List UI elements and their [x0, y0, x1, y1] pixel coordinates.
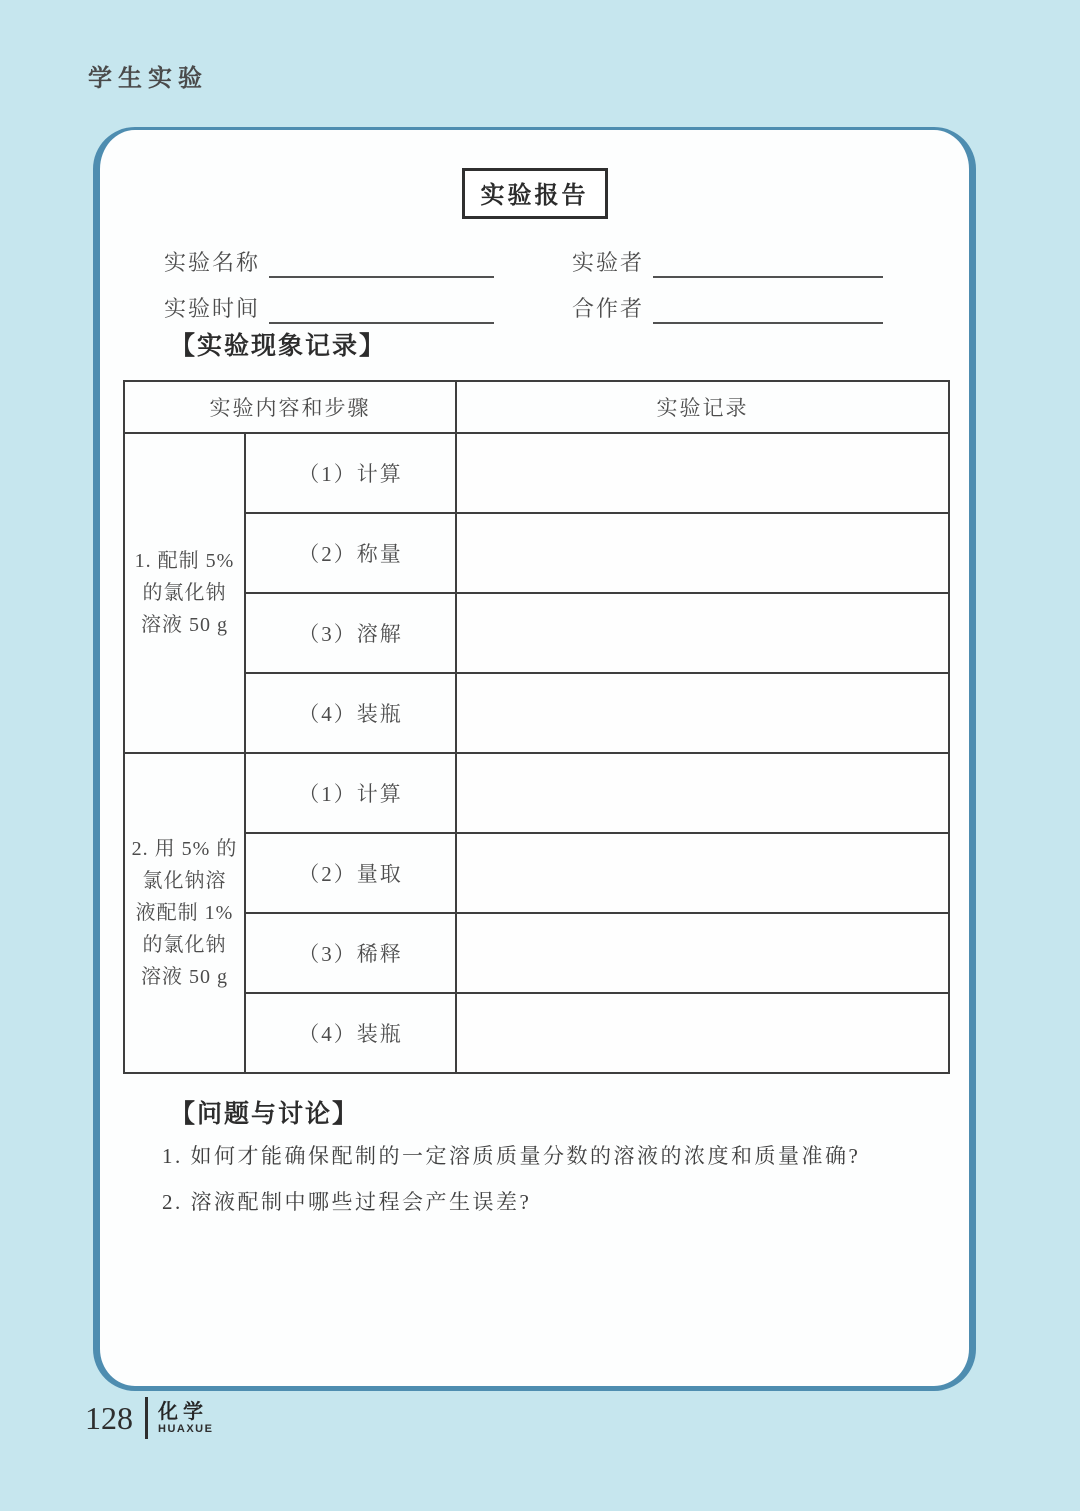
- footer-subject-en: HUAXUE: [158, 1422, 214, 1435]
- experiment-name-blank: [269, 248, 494, 278]
- table-row: [124, 833, 949, 913]
- table-row: [124, 753, 949, 833]
- experiment-time-blank: [269, 294, 494, 324]
- phenomena-section-heading: 【实验现象记录】: [170, 332, 387, 360]
- table-row: [124, 513, 949, 593]
- discussion-question-2: 2. 溶液配制中哪些过程会产生误差?: [162, 1190, 532, 1214]
- table-row: [124, 593, 949, 673]
- col-header-steps: 实验内容和步骤: [124, 381, 456, 433]
- page-footer: [85, 1397, 213, 1439]
- experimenter-field: [572, 248, 883, 278]
- experiment-time-label: 实验时间: [164, 296, 261, 321]
- phenomena-table: [123, 380, 950, 1074]
- form-row-2: [164, 280, 950, 324]
- record-cell: [456, 673, 949, 753]
- experimenter-label: 实验者: [572, 250, 645, 275]
- record-cell: [456, 433, 949, 513]
- discussion-section-heading: 【问题与讨论】: [170, 1100, 360, 1128]
- collaborator-field: [572, 294, 883, 324]
- record-cell: [456, 993, 949, 1073]
- record-cell: [456, 513, 949, 593]
- footer-subject-block: [158, 1401, 213, 1436]
- col-header-record: 实验记录: [456, 381, 949, 433]
- group-1-step-4-cell: （4）装瓶: [245, 673, 456, 753]
- group-1-step-1-cell: （1）计算: [245, 433, 456, 513]
- experimenter-blank: [653, 248, 883, 278]
- table-row: [124, 993, 949, 1073]
- collaborator-blank: [653, 294, 883, 324]
- record-cell: [456, 593, 949, 673]
- report-card: [93, 127, 976, 1391]
- form-row-1: [164, 234, 950, 278]
- experiment-time-field: [164, 294, 572, 324]
- experiment-name-label: 实验名称: [164, 250, 261, 275]
- record-cell: [456, 913, 949, 993]
- table-row: [124, 673, 949, 753]
- table-header-row: [124, 381, 949, 433]
- table-row: [124, 433, 949, 513]
- footer-subject-cn: 化学: [158, 1400, 208, 1423]
- table-row: [124, 913, 949, 993]
- group-1-step-2-cell: （2）称量: [245, 513, 456, 593]
- experiment-name-field: [164, 248, 572, 278]
- record-cell: [456, 833, 949, 913]
- report-title-box: 实验报告: [462, 168, 608, 219]
- page-number: 128: [85, 1400, 133, 1436]
- group-2-step-4-cell: （4）装瓶: [245, 993, 456, 1073]
- record-cell: [456, 753, 949, 833]
- group-1-label-cell: 1. 配制 5% 的氯化钠 溶液 50 g: [124, 433, 245, 753]
- collaborator-label: 合作者: [572, 296, 645, 321]
- group-2-step-2-cell: （2）量取: [245, 833, 456, 913]
- phenomena-table-wrap: [123, 380, 948, 1074]
- report-form: [164, 234, 950, 324]
- group-2-label-cell: 2. 用 5% 的 氯化钠溶 液配制 1% 的氯化钠 溶液 50 g: [124, 753, 245, 1073]
- group-2-step-1-cell: （1）计算: [245, 753, 456, 833]
- group-2-step-3-cell: （3）稀释: [245, 913, 456, 993]
- group-1-step-3-cell: （3）溶解: [245, 593, 456, 673]
- discussion-question-1: 1. 如何才能确保配制的一定溶质质量分数的溶液的浓度和质量准确?: [162, 1144, 861, 1168]
- page-header-title: 学生实验: [88, 65, 208, 92]
- footer-divider: [145, 1397, 148, 1439]
